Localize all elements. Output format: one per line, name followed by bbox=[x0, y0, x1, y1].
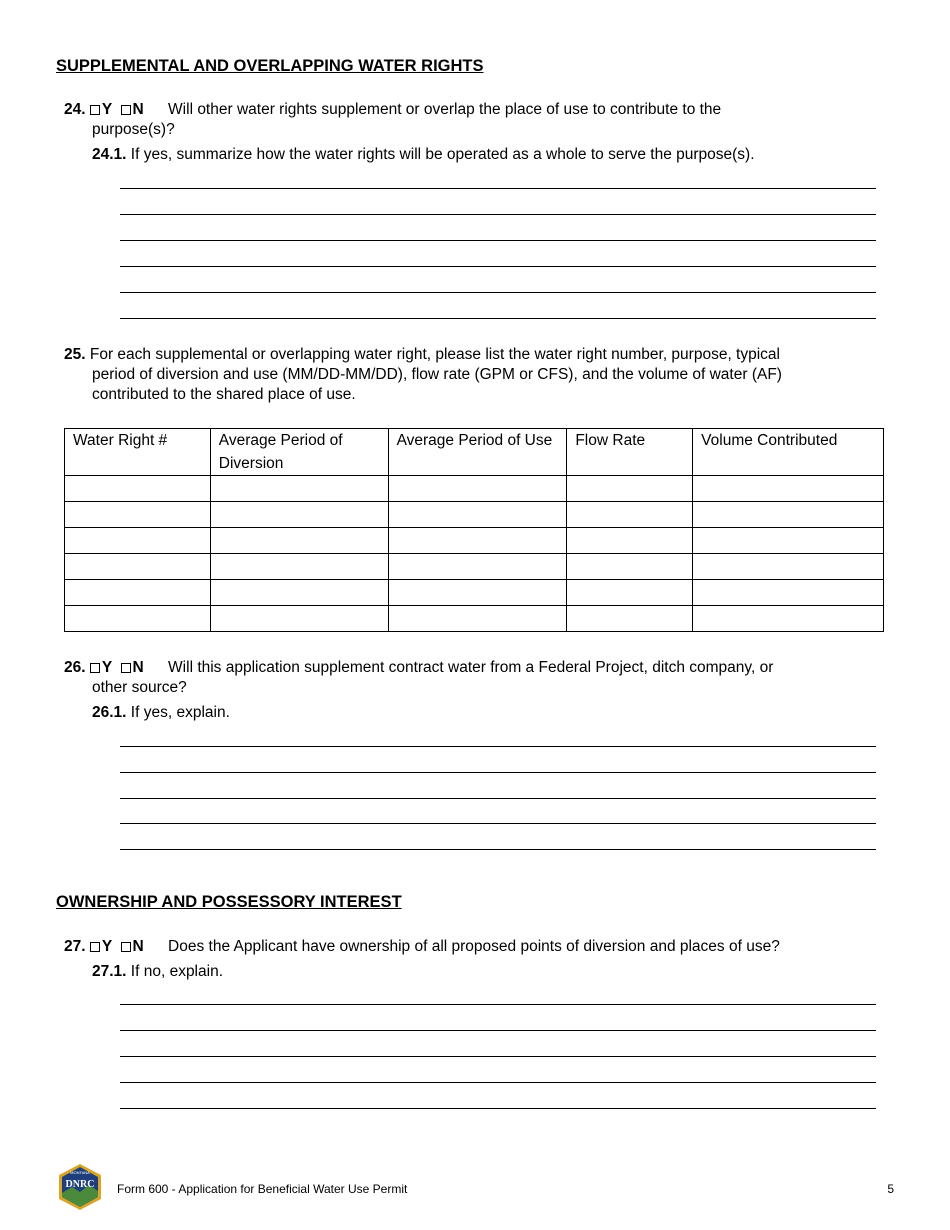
column-header-water-right: Water Right # bbox=[65, 429, 211, 476]
yes-label: Y bbox=[101, 659, 113, 676]
table-cell[interactable] bbox=[210, 580, 388, 606]
table-row bbox=[65, 606, 884, 632]
table-cell[interactable] bbox=[693, 528, 884, 554]
question-24-1 bbox=[92, 145, 892, 165]
answer-line[interactable] bbox=[120, 266, 876, 267]
table-cell[interactable] bbox=[567, 476, 693, 502]
table-cell[interactable] bbox=[388, 528, 567, 554]
table-cell[interactable] bbox=[210, 554, 388, 580]
no-checkbox[interactable] bbox=[121, 105, 131, 115]
question-text-continued: purpose(s)? bbox=[92, 121, 175, 138]
question-number: 26. bbox=[64, 659, 86, 676]
table-row bbox=[65, 502, 884, 528]
yes-label: Y bbox=[101, 938, 113, 955]
table-cell[interactable] bbox=[65, 606, 211, 632]
yes-checkbox[interactable] bbox=[90, 663, 100, 673]
answer-line[interactable] bbox=[120, 318, 876, 319]
answer-line[interactable] bbox=[120, 772, 876, 773]
answer-line[interactable] bbox=[120, 798, 876, 799]
no-label: N bbox=[132, 101, 144, 118]
table-cell[interactable] bbox=[388, 502, 567, 528]
subquestion-number: 27.1. bbox=[92, 963, 127, 980]
section-heading-supplemental: SUPPLEMENTAL AND OVERLAPPING WATER RIGHTS bbox=[56, 57, 484, 75]
answer-line[interactable] bbox=[120, 1082, 876, 1083]
table-cell[interactable] bbox=[388, 476, 567, 502]
question-25 bbox=[64, 345, 864, 405]
answer-line[interactable] bbox=[120, 823, 876, 824]
table-cell[interactable] bbox=[210, 502, 388, 528]
answer-line[interactable] bbox=[120, 849, 876, 850]
table-row bbox=[65, 528, 884, 554]
subquestion-text: If no, explain. bbox=[130, 963, 223, 980]
answer-line[interactable] bbox=[120, 1004, 876, 1005]
logo-top-text: MONTANA bbox=[70, 1170, 90, 1175]
question-24 bbox=[64, 100, 864, 140]
column-header-flow-rate: Flow Rate bbox=[567, 429, 693, 476]
table-cell[interactable] bbox=[388, 606, 567, 632]
table-header-row bbox=[65, 429, 884, 476]
answer-line[interactable] bbox=[120, 746, 876, 747]
question-text: For each supplemental or overlapping water right, please list the water right number, purpose, typical bbox=[89, 346, 780, 363]
table-cell[interactable] bbox=[693, 502, 884, 528]
table-cell[interactable] bbox=[388, 580, 567, 606]
column-header-volume: Volume Contributed bbox=[693, 429, 884, 476]
yes-checkbox[interactable] bbox=[90, 105, 100, 115]
yes-checkbox[interactable] bbox=[90, 942, 100, 952]
dnrc-logo-icon bbox=[56, 1163, 104, 1211]
answer-line[interactable] bbox=[120, 188, 876, 189]
no-checkbox[interactable] bbox=[121, 942, 131, 952]
table-cell[interactable] bbox=[65, 580, 211, 606]
table-cell[interactable] bbox=[567, 528, 693, 554]
table-cell[interactable] bbox=[567, 502, 693, 528]
table-cell[interactable] bbox=[65, 476, 211, 502]
answer-line[interactable] bbox=[120, 292, 876, 293]
table-cell[interactable] bbox=[210, 528, 388, 554]
answer-line[interactable] bbox=[120, 1108, 876, 1109]
question-number: 25. bbox=[64, 346, 86, 363]
column-header-period-use: Average Period of Use bbox=[388, 429, 567, 476]
question-27-1 bbox=[92, 962, 892, 982]
table-cell[interactable] bbox=[65, 528, 211, 554]
answer-line[interactable] bbox=[120, 1030, 876, 1031]
table-cell[interactable] bbox=[388, 554, 567, 580]
no-label: N bbox=[132, 938, 144, 955]
footer-page-number: 5 bbox=[887, 1182, 894, 1196]
question-26 bbox=[64, 658, 864, 698]
subquestion-number: 26.1. bbox=[92, 704, 127, 721]
table-cell[interactable] bbox=[567, 554, 693, 580]
table-cell[interactable] bbox=[210, 606, 388, 632]
table-cell[interactable] bbox=[65, 554, 211, 580]
table-cell[interactable] bbox=[210, 476, 388, 502]
no-label: N bbox=[132, 659, 144, 676]
question-number: 27. bbox=[64, 938, 86, 955]
question-text: Will this application supplement contract water from a Federal Project, ditch company, or bbox=[168, 659, 774, 676]
question-26-1 bbox=[92, 703, 892, 723]
question-text: Does the Applicant have ownership of all proposed points of diversion and places of use? bbox=[168, 938, 780, 955]
subquestion-number: 24.1. bbox=[92, 146, 127, 163]
table-cell[interactable] bbox=[693, 580, 884, 606]
table-row bbox=[65, 476, 884, 502]
subquestion-text: If yes, explain. bbox=[130, 704, 230, 721]
table-cell[interactable] bbox=[693, 476, 884, 502]
question-27 bbox=[64, 937, 884, 957]
yes-label: Y bbox=[101, 101, 113, 118]
table-cell[interactable] bbox=[567, 580, 693, 606]
answer-line[interactable] bbox=[120, 240, 876, 241]
table-cell[interactable] bbox=[567, 606, 693, 632]
question-number: 24. bbox=[64, 101, 86, 118]
table-row bbox=[65, 554, 884, 580]
table-cell[interactable] bbox=[693, 554, 884, 580]
footer-form-title: Form 600 - Application for Beneficial Water Use Permit bbox=[117, 1182, 408, 1196]
subquestion-text: If yes, summarize how the water rights will be operated as a whole to serve the purpose(s). bbox=[130, 146, 755, 163]
question-text-continued: other source? bbox=[92, 679, 187, 696]
question-text-continued: period of diversion and use (MM/DD-MM/DD), flow rate (GPM or CFS), and the volume of water (AF) bbox=[92, 366, 782, 383]
answer-line[interactable] bbox=[120, 214, 876, 215]
no-checkbox[interactable] bbox=[121, 663, 131, 673]
question-text: Will other water rights supplement or overlap the place of use to contribute to the bbox=[168, 101, 722, 118]
column-header-period-diversion: Average Period of Diversion bbox=[210, 429, 388, 476]
logo-text: DNRC bbox=[65, 1179, 95, 1190]
section-heading-ownership: OWNERSHIP AND POSSESSORY INTEREST bbox=[56, 893, 402, 911]
water-rights-table bbox=[64, 428, 884, 632]
question-text-continued: contributed to the shared place of use. bbox=[92, 386, 356, 403]
table-row bbox=[65, 580, 884, 606]
answer-line[interactable] bbox=[120, 1056, 876, 1057]
table-cell[interactable] bbox=[65, 502, 211, 528]
table-cell[interactable] bbox=[693, 606, 884, 632]
